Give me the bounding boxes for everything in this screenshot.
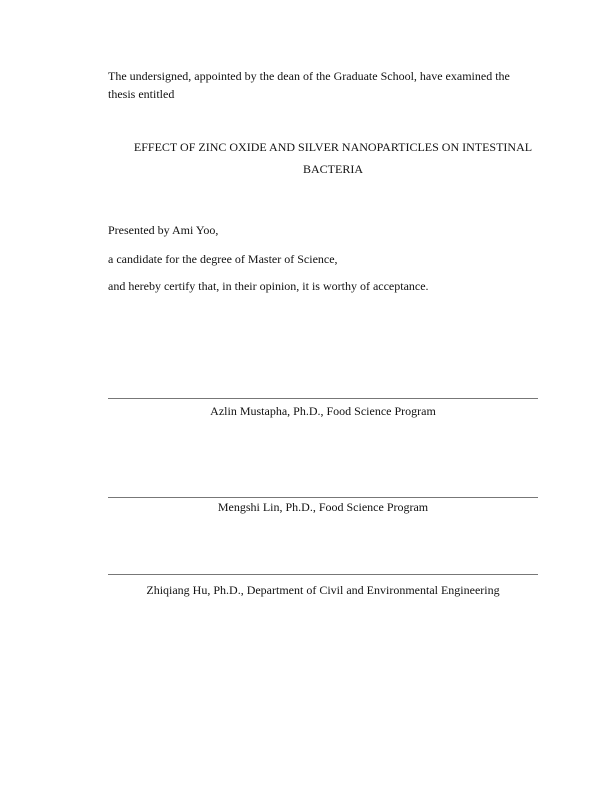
thesis-title-line-1: EFFECT OF ZINC OXIDE AND SILVER NANOPARTICLES ON INTESTINAL [133,140,533,154]
signatory-2: Mengshi Lin, Ph.D., Food Science Program [217,500,429,514]
candidate-degree: a candidate for the degree of Master of Science, [108,252,338,266]
signature-line-1 [108,398,538,399]
presented-by: Presented by Ami Yoo, [108,223,219,237]
signature-line-2 [108,497,538,498]
signatory-1: Azlin Mustapha, Ph.D., Food Science Program [210,404,436,418]
signature-line-3 [108,574,538,575]
intro-line-2: thesis entitled [108,87,175,101]
thesis-title-line-2: BACTERIA [303,162,363,176]
intro-line-1: The undersigned, appointed by the dean of the Graduate School, have examined the [108,69,510,83]
signatory-3: Zhiqiang Hu, Ph.D., Department of Civil and Environmental Engineering [146,583,500,597]
certify-statement: and hereby certify that, in their opinion, it is worthy of acceptance. [108,279,429,293]
